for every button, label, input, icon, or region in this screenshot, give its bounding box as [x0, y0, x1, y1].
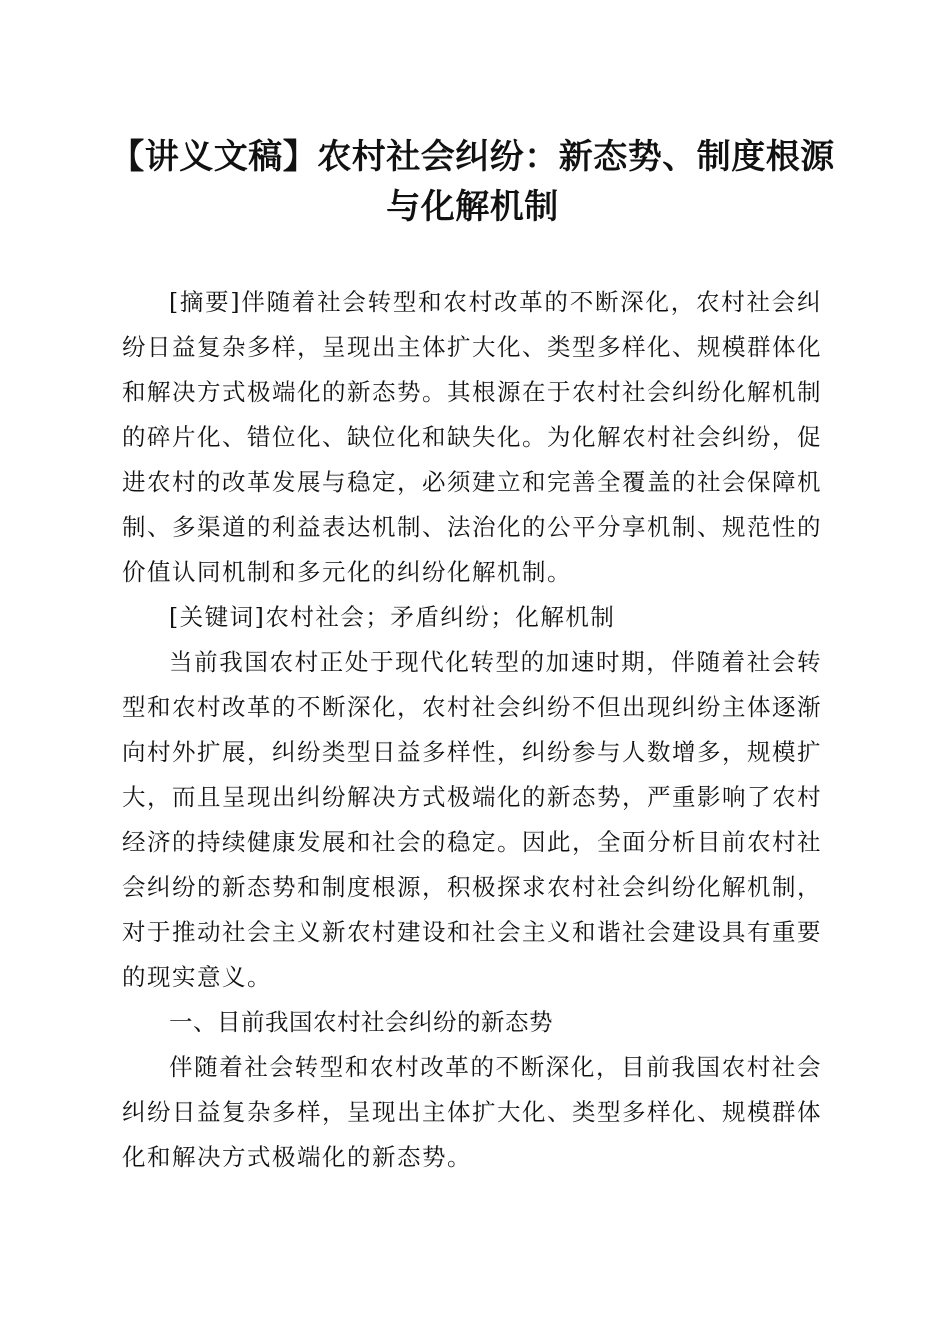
document-body	[122, 280, 822, 1180]
section-paragraph: 伴随着社会转型和农村改革的不断深化，目前我国农村社会纠纷日益复杂多样，呈现出主体扩大化、类型多样化、规模群体化和解决方式极端化的新态势。	[122, 1053, 822, 1171]
section-heading: 一、目前我国农村社会纠纷的新态势	[169, 1008, 553, 1036]
intro-paragraph: 当前我国农村正处于现代化转型的加速时期，伴随着社会转型和农村改革的不断深化，农村社会纠纷不但出现纠纷主体逐渐向村外扩展，纠纷类型日益多样性，纠纷参与人数增多，规模扩大，而且呈现出纠纷解决方式极端化的新态势，严重影响了农村经济的持续健康发展和社会的稳定。因此，全面分析目前农村社会纠纷的新态势和制度根源，积极探求农村社会纠纷化解机制，对于推动社会主义新农村建设和社会主义和谐社会建设具有重要的现实意义。	[122, 648, 822, 991]
document-title: 【讲义文稿】农村社会纠纷：新态势、制度根源与化解机制	[110, 137, 835, 227]
abstract-paragraph: [摘要]伴随着社会转型和农村改革的不断深化，农村社会纠纷日益复杂多样，呈现出主体扩大化、类型多样化、规模群体化和解决方式极端化的新态势。其根源在于农村社会纠纷化解机制的碎片化、错位化、缺位化和缺失化。为化解农村社会纠纷，促进农村的改革发展与稳定，必须建立和完善全覆盖的社会保障机制、多渠道的利益表达机制、法治化的公平分享机制、规范性的价值认同机制和多元化的纠纷化解机制。	[122, 288, 822, 586]
keywords-paragraph: [关键词]农村社会；矛盾纠纷；化解机制	[169, 603, 616, 631]
